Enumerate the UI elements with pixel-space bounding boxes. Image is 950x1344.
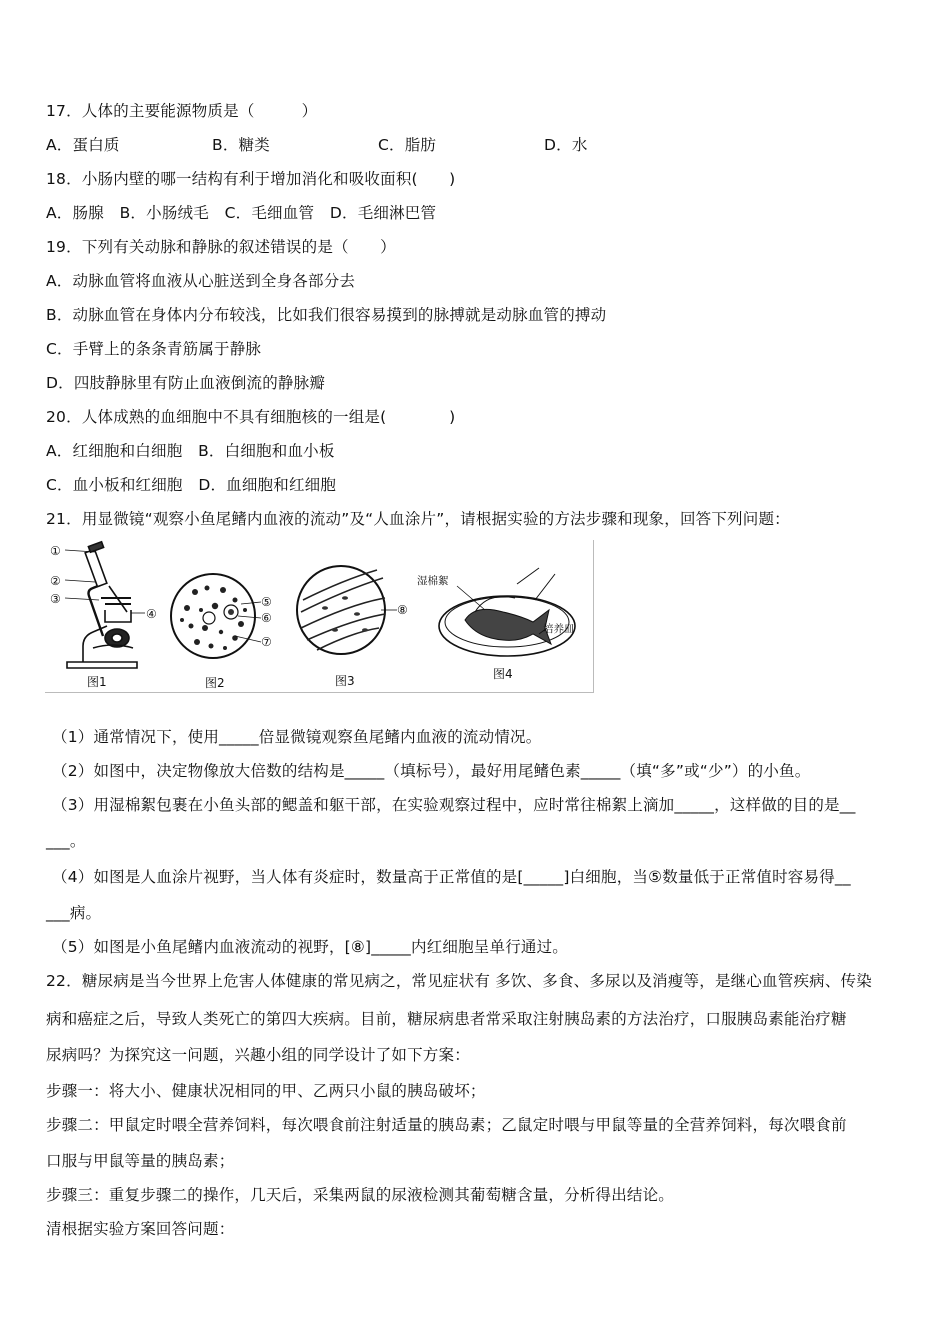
q17-option-b: B．糖类 — [212, 136, 270, 154]
fig1-marker-1: ① — [50, 544, 61, 558]
q21-figure — [45, 540, 594, 693]
q22-step-1: 步骤一：将大小、健康状况相同的甲、乙两只小鼠的胰岛破坏； — [46, 1082, 486, 1100]
fig4-label-petri-dish: 培养皿 — [543, 623, 575, 635]
q21-part-3: （3）用湿棉絮包裹在小鱼头部的鳃盖和躯干部，在实验观察过程中，应时常往棉絮上滴加_____，这样做的目的是__ — [52, 796, 856, 814]
fig1-marker-4: ④ — [146, 607, 157, 621]
q20-options-line2: C．血小板和红细胞 D．血细胞和红细胞 — [46, 476, 337, 494]
fig1-marker-2: ② — [50, 574, 61, 588]
q17-option-a: A．蛋白质 — [46, 136, 120, 154]
q22-prompt: 清根据实验方案回答问题： — [46, 1220, 235, 1238]
q17-options — [46, 134, 588, 156]
fig2-marker-6: ⑥ — [261, 611, 272, 625]
q22-step-3: 步骤三：重复步骤二的操作，几天后，采集两鼠的尿液检测其葡萄糖含量，分析得出结论。 — [46, 1186, 675, 1204]
q22-line-3: 尿病吗？为探究这一问题，兴趣小组的同学设计了如下方案： — [46, 1046, 470, 1064]
fig2-marker-5: ⑤ — [261, 595, 272, 609]
tail-fin-view-drawing — [297, 566, 385, 654]
q19-option-d: D．四肢静脉里有防止血液倒流的静脉瓣 — [46, 374, 326, 392]
q21-stem: 21．用显微镜“观察小鱼尾鳍内血液的流动”及“人血涂片”，请根据实验的方法步骤和现象，回答下列问题： — [46, 510, 790, 528]
q17-stem: 17．人体的主要能源物质是（ ） — [46, 102, 318, 120]
fig2-marker-7: ⑦ — [261, 635, 272, 649]
q18-options: A．肠腺 B．小肠绒毛 C．毛细血管 D．毛细淋巴管 — [46, 204, 437, 222]
fig1-label: 图1 — [87, 675, 107, 689]
q17-option-c: C．脂肪 — [378, 136, 437, 154]
q21-part-2: （2）如图中，决定物像放大倍数的结构是_____（填标号），最好用尾鳍色素_____（填“多”或“少”）的小鱼。 — [52, 762, 811, 780]
q17-option-d: D．水 — [544, 136, 588, 154]
q19-option-c: C．手臂上的条条青筋属于静脉 — [46, 340, 262, 358]
fig3-label: 图3 — [335, 674, 355, 688]
q22-line-2: 病和癌症之后，导致人类死亡的第四大疾病。目前，糖尿病患者常采取注射胰岛素的方法治疗，口服胰岛素能治疗糖 — [46, 1010, 847, 1028]
q21-part-5: （5）如图是小鱼尾鳍内血液流动的视野，[⑧]_____内红细胞呈单行通过。 — [52, 938, 569, 956]
q19-option-b: B．动脉血管在身体内分布较浅，比如我们很容易摸到的脉搏就是动脉血管的搏动 — [46, 306, 607, 324]
q20-options-line1: A．红细胞和白细胞 B．白细胞和血小板 — [46, 442, 335, 460]
q22-step-2: 步骤二：甲鼠定时喂全营养饲料，每次喂食前注射适量的胰岛素；乙鼠定时喂与甲鼠等量的全营养饲料，每次喂食前 — [46, 1116, 847, 1134]
fig3-marker-8: ⑧ — [397, 603, 408, 617]
q20-stem: 20．人体成熟的血细胞中不具有细胞核的一组是( ) — [46, 408, 456, 426]
fig1-marker-3: ③ — [50, 592, 61, 606]
q18-stem: 18．小肠内壁的哪一结构有利于增加消化和吸收面积( ) — [46, 170, 456, 188]
q22-line-1: 22．糖尿病是当今世界上危害人体健康的常见病之，常见症状有 多饮、多食、多尿以及消瘦等，是继心血管疾病、传染 — [46, 972, 872, 990]
microscope-drawing — [67, 542, 137, 668]
fig4-label: 图4 — [493, 667, 513, 681]
q19-stem: 19．下列有关动脉和静脉的叙述错误的是（ ） — [46, 238, 396, 256]
q21-part-3-cont: ___。 — [46, 832, 86, 850]
fig2-label: 图2 — [205, 676, 225, 690]
q21-part-1: （1）通常情况下，使用_____倍显微镜观察鱼尾鳍内血液的流动情况。 — [52, 728, 542, 746]
q19-option-a: A．动脉血管将血液从心脏送到全身各部分去 — [46, 272, 356, 290]
q21-part-4-cont: ___病。 — [46, 904, 102, 922]
fig4-label-wet-cotton: 湿棉絮 — [417, 575, 449, 587]
petri-dish-fish-drawing — [439, 568, 575, 656]
q22-step-2-cont: 口服与甲鼠等量的胰岛素； — [46, 1152, 235, 1170]
q21-part-4: （4）如图是人血涂片视野，当人体有炎症时，数量高于正常值的是[_____]白细胞，当⑤数量低于正常值时容易得__ — [52, 868, 851, 886]
